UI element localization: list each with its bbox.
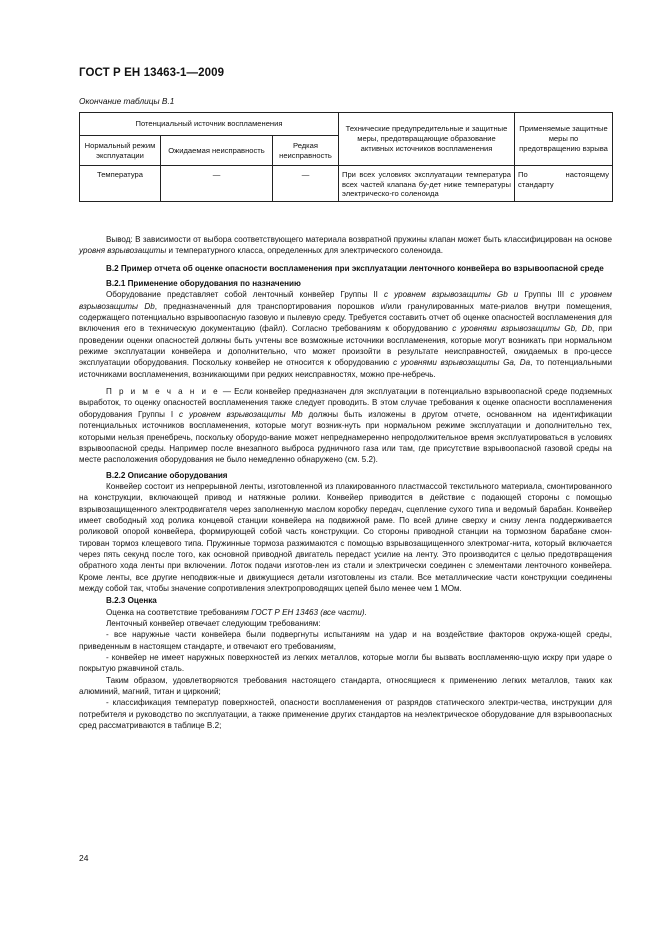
section-b23-paragraph: Ленточный конвейер отвечает следующим требованиям: bbox=[106, 619, 321, 628]
text-run: , при проведении оценки опасностей должны быть учтены все возможные источники воспламенения, которые могут возникать при нормальном режиме эксплуатации конвейера и дополнительно, что может произойти в результате неисправностей, ожидаемых в про-цессе эксплуатации оборудования. Поскольку конвейер не относится к оборудованию bbox=[79, 324, 613, 368]
note-label: П р и м е ч а н и е bbox=[106, 387, 220, 397]
table-header-row bbox=[80, 113, 613, 136]
section-b23-paragraph: Таким образом, удовлетворяются требования настоящего стандарта, относящиеся к применению легких металлов, таких как алюминий, магний, титан и цирконий; bbox=[79, 675, 612, 697]
text-run: , то потенциальными источниками воспламенения, возникающими при редких неисправностях, можно пре-небречь. bbox=[79, 358, 612, 379]
section-b22-paragraph: Конвейер состоит из непрерывной ленты, изготовленной из плакированного пластмассой текстильного материала, смонтированного на конструкции, включающей привод и натяжные ролики. Конвейер приводится в действие с подающей стороны с помощью взрывозащищенного электродвигателя через заполненную маслом коробку передач, сцепление сухого типа и ведомый барабан. Конвейер имеет свободный ход ролика концевой станции конвейера на подвижной раме. По всей длине сверху и снизу ленга поддерживается роликовой опорой конвейера, формирующей собой часть конструкции. Со стороны приводной станции на тормозном барабане смон-тирован тормоз клещевого типа. Пружинные тормоза разжимаются с помощью взрывозащищенного электромаг-нита, который включается через пять секунд после того, как основной приводной двигатель передаст усилие на ленту. Это производится с целью предотвращения обратного хода ленты при включении. Лоток подачи изготов-лен из стали и электрически соединен с элементами ленточного конвейера. Кроме ленты, все другие неподвиж-ные и движущиеся детали изготовлены из стали. Все металлические части конструкции соединены между собой так, чтобы значение сопротивления электропроводящих цепей было менее чем 1 МОм. bbox=[79, 481, 612, 593]
header-potential-source: Потенциальный источник воспламенения bbox=[80, 113, 339, 136]
ignition-sources-table bbox=[79, 112, 613, 202]
section-b23-heading: В.2.3 Оценка bbox=[106, 596, 157, 606]
document-body bbox=[79, 234, 612, 731]
section-b2-heading: В.2 Пример отчета об оценке опасности воспламенения при эксплуатации ленточного конвейера во взрывоопасной среде bbox=[106, 263, 604, 273]
conclusion-paragraph bbox=[79, 234, 612, 257]
text-run-italic: с уровнем взрывозащиты Mb bbox=[179, 409, 303, 419]
cell-rare-fault: — bbox=[273, 166, 339, 202]
section-b23-list-item: - все наружные части конвейера были подвергнуты испытаниям на удар и на воздействие факторов окружа-ющей среды, приведенным в настоящем стандарте, и отвечают его требованиям, bbox=[79, 630, 612, 651]
text-run: , предназначенный для транспортирования порошков и/или гранулированных мате-риалов внутри помещения, содержащего потенциально взрывоопасную газовую и пылевую среду. Требуется составить отчет об оценке опасностей воспламенения для включения его в техническую документацию (файл). Согласно требованиям к оборудованию bbox=[79, 301, 612, 334]
text-run: Оценка на соответствие требованиям bbox=[106, 607, 252, 617]
text-run-italic: с уровнем взрывозащиты Db bbox=[79, 290, 612, 311]
cell-normal-mode: Температура bbox=[80, 166, 161, 202]
note-paragraph bbox=[79, 386, 612, 465]
cell-applied-measures: По настоящему стандарту bbox=[515, 166, 613, 202]
section-b21-paragraph bbox=[79, 289, 612, 380]
table-caption: Окончание таблицы В.1 bbox=[79, 96, 175, 106]
cell-expected-fault: — bbox=[161, 166, 273, 202]
header-technical-measures: Технические предупредительные и защитные меры, предотвращающие образование активных источников воспламенения bbox=[339, 113, 515, 166]
text-run: — Если конвейер предназначен для эксплуатации в потенциально взрывоопасной среде подземных выработок, то оценку опасностей воспламенения также следует проводить. В этом случае требования к оценке опасности воспламенения оборудования Группы I bbox=[79, 387, 612, 419]
text-run-italic: уровня взрывозащиты bbox=[79, 246, 167, 256]
header-rare-fault: Редкая неисправность bbox=[273, 136, 339, 166]
text-run-italic: с уровнями взрывозащиты Gb, Db bbox=[452, 324, 593, 334]
text-run-italic: с уровнем взрывозащиты Gb bbox=[384, 290, 508, 300]
text-run-italic: и bbox=[513, 290, 519, 300]
document-header-title: ГОСТ Р ЕН 13463-1—2009 bbox=[79, 67, 225, 79]
header-applied-measures: Применяемые защитные меры по предотвращению взрыва bbox=[515, 113, 613, 166]
section-b23-list-item: - конвейер не имеет наружных поверхностей из легких металлов, которые могли бы вызвать воспламеняю-щую искру при ударе о покрытую ржавчиной сталь. bbox=[79, 653, 612, 674]
text-run: Оборудование представляет собой ленточный конвейер Группы II bbox=[106, 290, 384, 300]
section-b23-paragraph bbox=[79, 607, 612, 618]
text-run: Группы III bbox=[518, 290, 571, 300]
page-number: 24 bbox=[79, 853, 89, 863]
header-normal-mode: Нормальный режим эксплуатации bbox=[80, 136, 161, 166]
text-run: должны быть изложены в другом отчете, основанном на идентификации потенциальных источников воспламенения, которые могут возник-нуть при нормальном режиме эксплуатации и дополнительно тех, которыми нельзя пренебречь, поскольку оборудо-вание может непреднамеренно непродолжительное время эксплуатироваться в условиях взрывоопасной среды. Например после внезапного выброса рудничного газа или там, где присутствие взрывоопасной газовой среды на месте расположения оборудования не было немедленно обнаружено (см. 5.2). bbox=[79, 409, 612, 465]
text-run-italic: ГОСТ Р ЕН 13463 (все части) bbox=[251, 607, 365, 617]
section-b21-heading: В.2.1 Применение оборудования по назначению bbox=[106, 279, 301, 289]
cell-technical-measures: При всех условиях эксплуатации температура всех частей клапана бу-дет ниже температуры электрическо-го соленоида bbox=[339, 166, 515, 202]
header-expected-fault: Ожидаемая неисправность bbox=[161, 136, 273, 166]
text-run-italic: с уровнями взрывозащиты Ga, Da bbox=[393, 358, 531, 368]
table-row bbox=[80, 166, 613, 202]
section-b22-heading: В.2.2 Описание оборудования bbox=[106, 470, 228, 480]
text-run: . bbox=[364, 607, 367, 617]
text-run: Вывод: В зависимости от выбора соответствующего материала возвратной пружины клапан может быть классифицирован на основе bbox=[106, 235, 612, 244]
section-b23-list-item: - классификация температур поверхностей, опасности воспламенения от разрядов статического электри-чества, инструкции для потребителя и руководство по эксплуатации, а также применение других стандартов на неэлектрическое оборудование для взрывоопасных сред рассматриваются в таблице В.2; bbox=[79, 698, 612, 731]
text-run: и температурного класса, определенных для электрического соленоида. bbox=[166, 246, 444, 256]
